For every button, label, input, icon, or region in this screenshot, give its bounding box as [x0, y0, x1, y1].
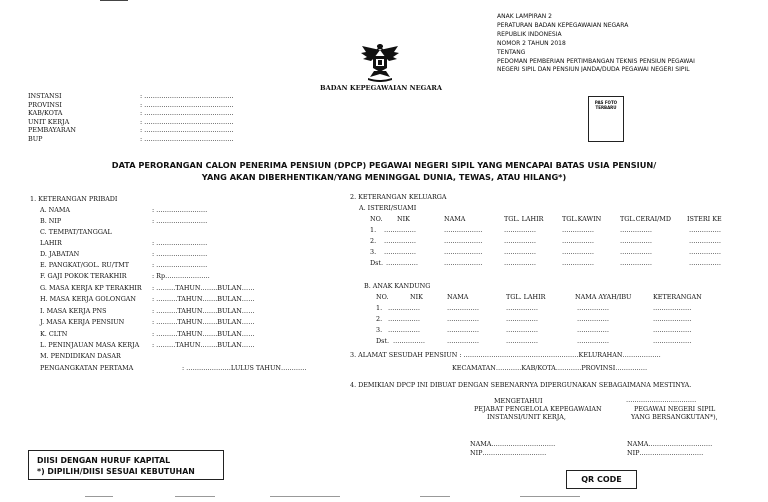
field-label: E. PANGKAT/GOL. RU/TMT	[40, 261, 130, 269]
cell-blank[interactable]: ……………	[689, 259, 721, 267]
appendix-line: ANAK LAMPIRAN 2	[497, 13, 552, 20]
header-label: INSTANSI	[28, 92, 62, 100]
cell-blank[interactable]: ………………	[653, 326, 692, 334]
field-value[interactable]: : ………TAHUN……..BULAN……	[152, 284, 255, 292]
cell-blank[interactable]: ……………	[620, 248, 652, 256]
row-number: Dst.	[376, 337, 390, 345]
header-value[interactable]: : ……………………………………	[140, 100, 234, 109]
row-number: 1.	[370, 226, 377, 234]
table-a-header: TGL. LAHIR	[504, 215, 544, 223]
table-a-header: ISTERI KE	[687, 215, 722, 223]
photo-label: PAS FOTO	[594, 100, 618, 105]
field-label: L. PENINJAUAN MASA KERJA	[40, 341, 140, 349]
cell-blank[interactable]: ……………	[504, 226, 536, 234]
header-value[interactable]: : ……………………………………	[140, 134, 234, 143]
cell-blank[interactable]: ……………	[447, 304, 479, 312]
field-label: D. JABATAN	[40, 250, 80, 258]
agency-name: BADAN KEPEGAWAIAN NEGARA	[320, 84, 443, 92]
header-label: PROVINSI	[28, 100, 62, 109]
sign-line: PEGAWAI NEGERI SIPIL	[634, 405, 716, 413]
sign-name[interactable]: NAMA…………………………	[470, 440, 556, 448]
cell-blank[interactable]: ……………	[562, 259, 594, 267]
sign-nip[interactable]: NIP…………………………	[627, 449, 704, 457]
field-value[interactable]: : ……………………	[152, 250, 208, 258]
document-subtitle: YANG AKAN DIBERHENTIKAN/YANG MENINGGAL DUNIA, TEWAS, ATAU HILANG*)	[201, 172, 567, 182]
cell-blank[interactable]: ……………	[689, 237, 721, 245]
field-label: I. MASA KERJA PNS	[40, 307, 107, 315]
cell-blank[interactable]: ……………	[384, 237, 416, 245]
cell-blank[interactable]: ……………	[689, 226, 721, 234]
sign-line: PEJABAT PENGELOLA KEPEGAWAIAN	[474, 405, 602, 413]
row-number: 1.	[376, 304, 383, 312]
cell-blank[interactable]: ……………	[577, 315, 609, 323]
cell-blank[interactable]: ………………	[444, 237, 483, 245]
field-label: F. GAJI POKOK TERAKHIR	[40, 272, 127, 280]
document-title: DATA PERORANGAN CALON PENERIMA PENSIUN (DPCP) PEGAWAI NEGERI SIPIL YANG MENCAPAI BATAS USIA PENSIUN/	[111, 160, 657, 170]
field-value[interactable]: : ……….TAHUN…….BULAN……	[152, 295, 255, 303]
table-b-header: KETERANGAN	[653, 293, 702, 301]
table-b-header: TGL. LAHIR	[506, 293, 546, 301]
field-label: PENGANGKATAN PERTAMA	[40, 364, 134, 372]
notice-box	[28, 450, 224, 480]
field-label: K. CLTN	[40, 330, 68, 338]
row-number: Dst.	[370, 259, 384, 267]
section-title: 2. KETERANGAN KELUARGA	[350, 193, 447, 201]
cell-blank[interactable]: ……………	[384, 248, 416, 256]
row-number: 3.	[370, 248, 377, 256]
row-number: 3.	[376, 326, 383, 334]
appendix-line: TENTANG	[497, 48, 526, 56]
cell-blank[interactable]: ……………	[562, 226, 594, 234]
notice-line: DIISI DENGAN HURUF KAPITAL	[37, 456, 171, 465]
field-label: C. TEMPAT/TANGGAL	[40, 228, 112, 236]
declaration-text: 4. DEMIKIAN DPCP INI DIBUAT DENGAN SEBENARNYA DIPERGUNAKAN SEBAGAIMANA MESTINYA.	[350, 381, 692, 389]
appendix-line: PEDOMAN PEMBERIAN PERTIMBANGAN TEKNIS PENSIUN PEGAWAI	[497, 57, 695, 65]
cell-blank[interactable]: ……………	[386, 259, 418, 267]
header-value[interactable]: : ……………………………………	[140, 92, 234, 100]
qr-code-box: QR CODE	[566, 470, 637, 489]
cell-blank[interactable]: ………………	[653, 337, 692, 345]
address-line-2[interactable]: KECAMATAN…………KAB/KOTA…………PROVINSI……………	[452, 364, 648, 372]
cell-blank[interactable]: ……………	[620, 226, 652, 234]
cell-blank[interactable]: ……………	[506, 304, 538, 312]
table-a-header: NIK	[397, 215, 410, 223]
table-b-header: NAMA AYAH/IBU	[575, 293, 632, 301]
appendix-header	[497, 13, 695, 72]
field-value[interactable]: : ……………………	[152, 217, 208, 225]
header-label: BUP	[28, 134, 43, 143]
table-b-header: NAMA	[447, 293, 469, 301]
table-a-header: NO.	[370, 215, 383, 223]
cell-blank[interactable]: ……………	[562, 248, 594, 256]
subsection-title: B. ANAK KANDUNG	[364, 282, 431, 290]
field-value[interactable]: : ……………………	[152, 239, 208, 247]
field-label: LAHIR	[40, 239, 62, 247]
cell-blank[interactable]: ………………	[653, 315, 692, 323]
bottom-rule	[270, 496, 340, 502]
appendix-line: PERATURAN BADAN KEPEGAWAIAN NEGARA	[497, 21, 629, 29]
header-value[interactable]: : ……………………………………	[140, 109, 234, 117]
cell-blank[interactable]: ……………	[506, 326, 538, 334]
header-value[interactable]: : ……………………………………	[140, 117, 234, 126]
sign-date[interactable]: ……………………………	[626, 396, 697, 404]
cell-blank[interactable]: ……………	[577, 326, 609, 334]
sign-line: YANG BERSANGKUTAN*),	[631, 413, 718, 421]
field-value[interactable]: : ……….TAHUN…….BULAN……	[152, 318, 255, 326]
cell-blank[interactable]: ……………	[388, 315, 420, 323]
field-label: H. MASA KERJA GOLONGAN	[40, 295, 137, 303]
subsection-title: A. ISTERI/SUAMI	[359, 204, 417, 212]
cell-blank[interactable]: ………………	[444, 248, 483, 256]
cell-blank[interactable]: ……………	[447, 326, 479, 334]
table-b-header: NO.	[376, 293, 389, 301]
garuda-emblem-icon	[358, 38, 402, 82]
cell-blank[interactable]: ……………	[504, 237, 536, 245]
field-value[interactable]: : …………………LULUS TAHUN…………	[182, 364, 307, 372]
bottom-rule	[175, 496, 215, 502]
field-value[interactable]: : ……….TAHUN…….BULAN……	[152, 307, 255, 315]
bottom-rule	[420, 496, 450, 502]
table-a-header: NAMA	[444, 215, 466, 223]
cell-blank[interactable]: ……………	[620, 237, 652, 245]
cell-blank[interactable]: ……………	[393, 337, 425, 345]
notice-line: *) DIPILIH/DIISI SESUAI KEBUTUHAN	[37, 467, 195, 476]
field-value[interactable]: : ………TAHUN……..BULAN……	[152, 341, 255, 349]
appendix-line: REPUBLIK INDONESIA	[497, 30, 562, 38]
table-b-header: NIK	[410, 293, 423, 301]
cell-blank[interactable]: ……………	[577, 337, 609, 345]
appendix-line: NEGERI SIPIL DAN PENSIUN JANDA/DUDA PEGAWAI NEGERI SIPIL	[497, 66, 690, 73]
cell-blank[interactable]: ……………	[562, 237, 594, 245]
top-rule	[100, 0, 128, 1]
field-value[interactable]: : ……….TAHUN…….BULAN……	[152, 330, 255, 338]
table-a-header: TGL.KAWIN	[562, 215, 602, 223]
cell-blank[interactable]: ……………	[620, 259, 652, 267]
field-value[interactable]: : ……………………	[152, 206, 208, 214]
field-value[interactable]: : Rp…………………	[152, 272, 210, 280]
header-value[interactable]: : ……………………………………	[140, 126, 234, 134]
cell-blank[interactable]: ……………	[384, 226, 416, 234]
field-value[interactable]: : ……………………	[152, 261, 208, 269]
bottom-rule	[520, 496, 580, 502]
cell-blank[interactable]: ……………	[504, 259, 536, 267]
photo-label: TERBARU	[595, 105, 617, 110]
cell-blank[interactable]: ………………	[444, 226, 483, 234]
cell-blank[interactable]: ………………	[444, 259, 483, 267]
field-label: M. PENDIDIKAN DASAR	[40, 352, 121, 360]
cell-blank[interactable]: ……………	[388, 304, 420, 312]
sign-nip[interactable]: NIP…………………………	[470, 449, 547, 457]
field-label: A. NAMA	[40, 206, 71, 214]
bottom-rule	[85, 496, 113, 502]
header-label: UNIT KERJA	[28, 117, 70, 126]
row-number: 2.	[376, 315, 383, 323]
cell-blank[interactable]: ……………	[577, 304, 609, 312]
photo-box	[588, 96, 624, 142]
sign-line: MENGETAHUI	[494, 397, 543, 405]
sign-line: INSTANSI/UNIT KERJA,	[487, 413, 566, 421]
cell-blank[interactable]: ……………	[504, 248, 536, 256]
cell-blank[interactable]: ……………	[388, 326, 420, 334]
cell-blank[interactable]: ……………	[447, 315, 479, 323]
cell-blank[interactable]: ……………	[506, 315, 538, 323]
row-number: 2.	[370, 237, 377, 245]
section-title: 1. KETERANGAN PRIBADI	[30, 195, 118, 203]
address-line[interactable]: 3. ALAMAT SESUDAH PENSIUN : ………………………………………………KELURAHAN………………	[350, 351, 661, 359]
field-label: G. MASA KERJA KP TERAKHIR	[40, 284, 142, 292]
sign-name[interactable]: NAMA…………………………	[627, 440, 713, 448]
cell-blank[interactable]: ……………	[447, 337, 479, 345]
field-label: J. MASA KERJA PENSIUN	[40, 318, 125, 326]
cell-blank[interactable]: ……………	[689, 248, 721, 256]
cell-blank[interactable]: ………………	[653, 304, 692, 312]
header-label: PEMBAYARAN	[28, 126, 76, 134]
cell-blank[interactable]: ……………	[506, 337, 538, 345]
header-label: KAB/KOTA	[28, 109, 63, 117]
table-a-header: TGL.CERAI/MD	[620, 215, 671, 223]
field-label: B. NIP	[40, 217, 62, 225]
appendix-line: NOMOR 2 TAHUN 2018	[497, 39, 566, 47]
